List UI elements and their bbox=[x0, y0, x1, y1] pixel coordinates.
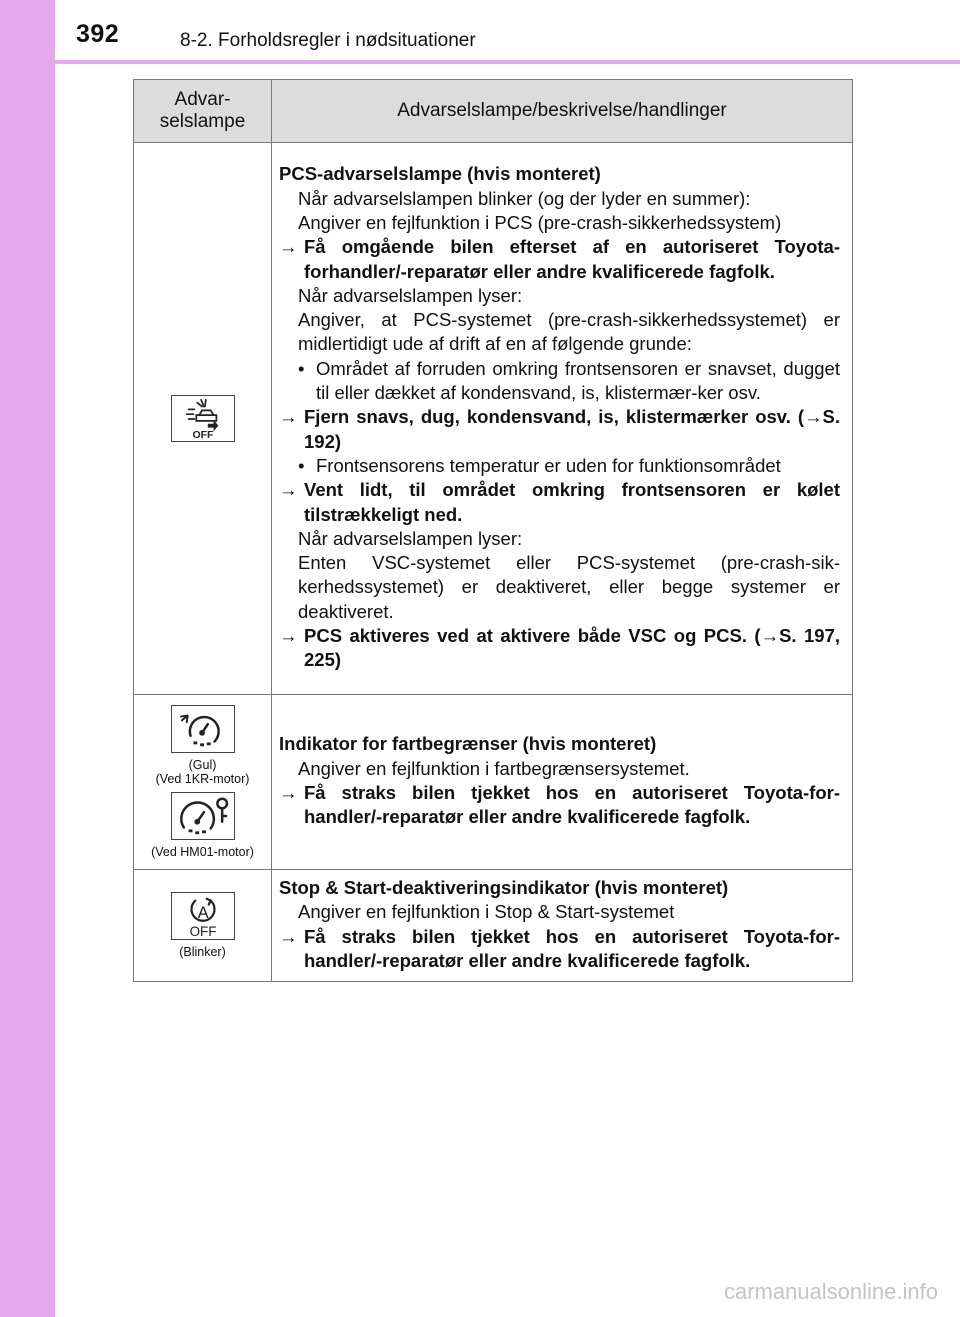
table-row-pcs bbox=[134, 143, 853, 695]
stop-start-title: Stop & Start-deaktiveringsindikator (hvis monteret) bbox=[279, 877, 729, 898]
pcs-action-1: → Få omgående bilen efterset af en autoriseret Toyota-forhandler/-reparatør eller andre kvalificerede fagfolk. bbox=[279, 235, 840, 284]
speed-caption-1: (Gul) (Ved 1KR-motor) bbox=[155, 758, 250, 786]
lamp-cell bbox=[134, 143, 272, 695]
table-row-speed-limiter bbox=[134, 695, 853, 870]
arrow-icon: → bbox=[279, 625, 298, 647]
pcs-text-3: Når advarselslampen lyser: bbox=[298, 284, 523, 306]
arrow-icon: → bbox=[279, 925, 298, 947]
speed-limiter-icon bbox=[171, 705, 235, 753]
bullet-icon: • bbox=[298, 454, 305, 476]
arrow-icon: → bbox=[279, 406, 298, 428]
svg-text:OFF: OFF bbox=[189, 924, 216, 940]
speed-action-1: → Få straks bilen tjekket hos en autoriseret Toyota-for-handler/-reparatør eller andre kvalificerede fagfolk. bbox=[279, 781, 840, 830]
stop-start-caption: (Blinker) bbox=[179, 945, 226, 960]
pcs-text-1: Når advarselslampen blinker (og der lyder en summer): bbox=[298, 187, 751, 209]
lamp-cell bbox=[134, 695, 272, 870]
pcs-action-3: → Vent lidt, til området omkring frontsensoren er kølet tilstrækkeligt ned. bbox=[279, 478, 840, 527]
arrow-icon: → bbox=[279, 236, 298, 258]
desc-cell-speed-limiter bbox=[272, 695, 853, 870]
pcs-bullet-2: • Frontsensorens temperatur er uden for funktionsområdet bbox=[279, 454, 840, 478]
desc-cell-stop-start bbox=[272, 870, 853, 982]
desc-cell-pcs bbox=[272, 143, 853, 695]
speed-limiter-key-icon bbox=[171, 792, 235, 840]
pcs-action-4: → PCS aktiveres ved at aktivere både VSC og PCS. (→S. 197, 225) bbox=[279, 624, 840, 673]
sidebar-strip bbox=[0, 0, 55, 1317]
svg-text:A: A bbox=[197, 904, 209, 923]
pcs-action-2: → Fjern snavs, dug, kondensvand, is, klistermærker osv. (→S. 192) bbox=[279, 405, 840, 454]
pcs-off-icon bbox=[171, 395, 235, 442]
pcs-title: PCS-advarselslampe (hvis monteret) bbox=[279, 163, 601, 185]
stop-start-action-1: → Få straks bilen tjekket hos en autoriseret Toyota-for-handler/-reparatør eller andre kvalificerede fagfolk. bbox=[279, 925, 840, 974]
stop-start-text-1: Angiver en fejlfunktion i Stop & Start-systemet bbox=[298, 901, 675, 923]
speed-caption-2: (Ved HM01-motor) bbox=[151, 845, 254, 859]
page-number: 392 bbox=[76, 20, 120, 48]
pcs-text-6: Enten VSC-systemet eller PCS-systemet (pre-crash-sik-kerhedssystemet) er deaktiveret, eller begge systemer er deaktiveret. bbox=[298, 552, 840, 622]
lamp-cell bbox=[134, 870, 272, 982]
bullet-icon: • bbox=[298, 357, 305, 379]
section-title: 8-2. Forholdsregler i nødsituationer bbox=[180, 30, 476, 51]
table-row-stop-start bbox=[134, 870, 853, 982]
header-rule bbox=[55, 60, 960, 64]
col-header-lamp: Advar- selslampe bbox=[134, 80, 272, 143]
table-header-row bbox=[134, 80, 853, 143]
pcs-text-4: Angiver, at PCS-systemet (pre-crash-sikkerhedssystemet) er midlertidigt ude af drift af en af følgende grunde: bbox=[298, 309, 840, 355]
svg-text:OFF: OFF bbox=[191, 429, 213, 441]
warning-table bbox=[133, 79, 853, 982]
arrow-icon: → bbox=[279, 782, 298, 803]
pcs-bullet-1: • Området af forruden omkring frontsensoren er snavset, dugget til eller dækket af kondensvand, is, klistermær-ker osv. bbox=[279, 357, 840, 406]
speed-title: Indikator for fartbegrænser (hvis monteret) bbox=[279, 733, 657, 755]
col-header-desc: Advarselslampe/beskrivelse/handlinger bbox=[272, 80, 853, 143]
pcs-text-2: Angiver en fejlfunktion i PCS (pre-crash-sikkerhedssystem) bbox=[298, 211, 782, 233]
speed-text-1: Angiver en fejlfunktion i fartbegrænsersystemet. bbox=[298, 757, 690, 779]
pcs-text-5: Når advarselslampen lyser: bbox=[298, 527, 523, 549]
arrow-icon: → bbox=[279, 479, 298, 501]
stop-start-off-icon bbox=[171, 892, 235, 940]
watermark: carmanualsonline.info bbox=[723, 1279, 938, 1304]
